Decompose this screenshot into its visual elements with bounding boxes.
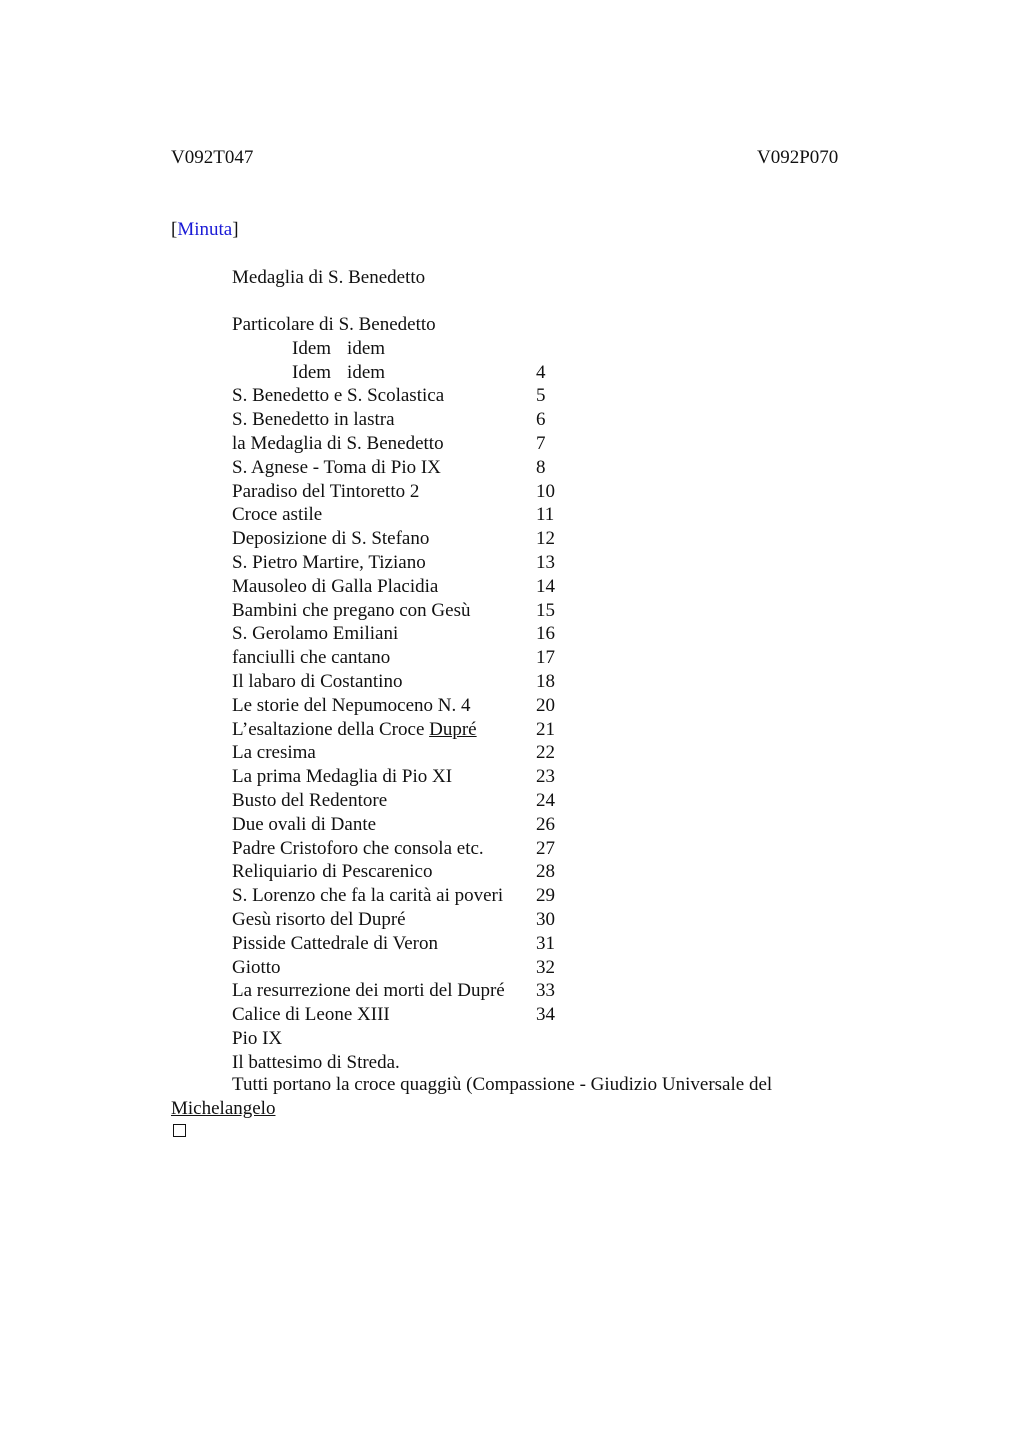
list-item-text: La prima Medaglia di Pio XI (232, 766, 453, 788)
closing-line-continued (171, 1097, 275, 1121)
list-item (232, 480, 792, 504)
list-item-number: 34 (536, 1004, 555, 1026)
checkbox-square-icon (173, 1124, 186, 1137)
list-item-text: S. Benedetto in lastra (232, 409, 395, 431)
list-item-number: 29 (536, 885, 555, 907)
list-item-text: Giotto (232, 956, 281, 978)
list-item (232, 1027, 792, 1051)
list-item (232, 979, 792, 1003)
list-item (232, 361, 792, 385)
idem-word: Idem (292, 361, 332, 383)
list-item-number: 18 (536, 670, 555, 692)
list-item (232, 813, 792, 837)
list-item (232, 551, 792, 575)
list-item-number: 16 (536, 623, 555, 645)
list-item (232, 837, 792, 861)
list-item (232, 908, 792, 932)
list-item (232, 884, 792, 908)
list-item (232, 313, 792, 337)
list-item-number: 15 (536, 599, 555, 621)
list-item-text (292, 337, 385, 361)
list-item-text: la Medaglia di S. Benedetto (232, 432, 444, 454)
list-item-number: 11 (536, 504, 555, 526)
list-item-number: 14 (536, 575, 555, 597)
list-item-text: S. Gerolamo Emiliani (232, 623, 399, 645)
list-item-text: Gesù risorto del Dupré (232, 908, 406, 930)
bracket-open: [ (171, 219, 178, 240)
list-item-number: 21 (536, 718, 555, 740)
list-item-number: 17 (536, 647, 555, 669)
minuta-link[interactable]: Minuta (177, 219, 233, 240)
list-item-text (232, 718, 477, 742)
list-item-text: Particolare di S. Benedetto (232, 314, 436, 335)
list-item (232, 527, 792, 551)
list-item (232, 646, 792, 670)
list-item (232, 789, 792, 813)
list-item-text: La cresima (232, 742, 316, 764)
list-item (232, 1051, 792, 1075)
list-item-number: 28 (536, 861, 555, 883)
list-item-text: Calice di Leone XIII (232, 1004, 390, 1026)
list-item-text: Mausoleo di Galla Placidia (232, 575, 439, 597)
list-item-text: Pio IX (232, 1027, 283, 1049)
list-item (232, 432, 792, 456)
document-id-left: V092T047 (171, 147, 254, 168)
list-item-number: 23 (536, 766, 555, 788)
list-item-text: S. Agnese - Toma di Pio IX (232, 456, 441, 478)
list-item-number: 31 (536, 932, 555, 954)
list-item (232, 670, 792, 694)
list-item-number: 6 (536, 409, 546, 431)
list-item-text: Due ovali di Dante (232, 813, 377, 835)
list-item (232, 741, 792, 765)
list-item-number: 5 (536, 385, 546, 407)
list-item-number: 22 (536, 742, 555, 764)
list-item-text: La resurrezione dei morti del Dupré (232, 980, 505, 1002)
list-item-text: Le storie del Nepumoceno N. 4 (232, 694, 471, 716)
list-item-number: 30 (536, 908, 555, 930)
list-item-text: Deposizione di S. Stefano (232, 528, 430, 550)
michelangelo-underlined: Michelangelo (171, 1098, 276, 1119)
list-item-number: 13 (536, 551, 555, 573)
subject-list (232, 313, 792, 1075)
list-item-number: 27 (536, 837, 555, 859)
list-item-number: 33 (536, 980, 555, 1002)
list-item-text: Busto del Redentore (232, 789, 388, 811)
list-item-text: Il battesimo di Streda. (232, 1051, 400, 1073)
list-item (232, 575, 792, 599)
list-item (232, 765, 792, 789)
list-item (232, 503, 792, 527)
list-item (232, 860, 792, 884)
closing-line: Tutti portano la croce quaggiù (Compassione - Giudizio Universale del (232, 1074, 773, 1095)
minuta-label (171, 218, 239, 242)
list-item-text: Il labaro di Costantino (232, 670, 403, 692)
list-item-number: 7 (536, 432, 546, 454)
list-item (232, 408, 792, 432)
list-item-number: 4 (536, 361, 546, 383)
list-item-text: Bambini che pregano con Gesù (232, 599, 471, 621)
list-item (232, 622, 792, 646)
list-item-number: 20 (536, 694, 555, 716)
idem-word: Idem (292, 337, 332, 359)
list-item-text: Reliquiario di Pescarenico (232, 861, 433, 883)
list-item-number: 12 (536, 528, 555, 550)
list-item-text: S. Benedetto e S. Scolastica (232, 385, 445, 407)
list-item-text: Paradiso del Tintoretto 2 (232, 480, 420, 502)
list-item-text: fanciulli che cantano (232, 647, 391, 669)
list-item (232, 694, 792, 718)
list-item (232, 599, 792, 623)
esaltazione-text: L’esaltazione della Croce (232, 718, 430, 740)
list-item-text: Pisside Cattedrale di Veron (232, 932, 438, 954)
list-item-number: 32 (536, 956, 555, 978)
list-item-text: S. Lorenzo che fa la carità ai poveri (232, 885, 504, 907)
document-id-right: V092P070 (757, 147, 839, 168)
list-item-number: 10 (536, 480, 555, 502)
idem-word: idem (347, 337, 386, 359)
list-item (232, 1003, 792, 1027)
list-item (232, 956, 792, 980)
list-item (232, 456, 792, 480)
list-item-number: 26 (536, 813, 555, 835)
list-item-text: S. Pietro Martire, Tiziano (232, 551, 426, 573)
idem-word: idem (347, 361, 386, 383)
list-item (232, 337, 792, 361)
medaglia-heading: Medaglia di S. Benedetto (232, 267, 426, 288)
list-item-number: 24 (536, 789, 555, 811)
list-item (232, 932, 792, 956)
list-item (232, 384, 792, 408)
dupre-underlined: Dupré (429, 718, 477, 740)
list-item-text (292, 361, 385, 385)
list-item-text: Croce astile (232, 504, 323, 526)
list-item-text: Padre Cristoforo che consola etc. (232, 837, 484, 859)
list-item-number: 8 (536, 456, 546, 478)
bracket-close: ] (232, 219, 239, 240)
list-item (232, 718, 792, 742)
